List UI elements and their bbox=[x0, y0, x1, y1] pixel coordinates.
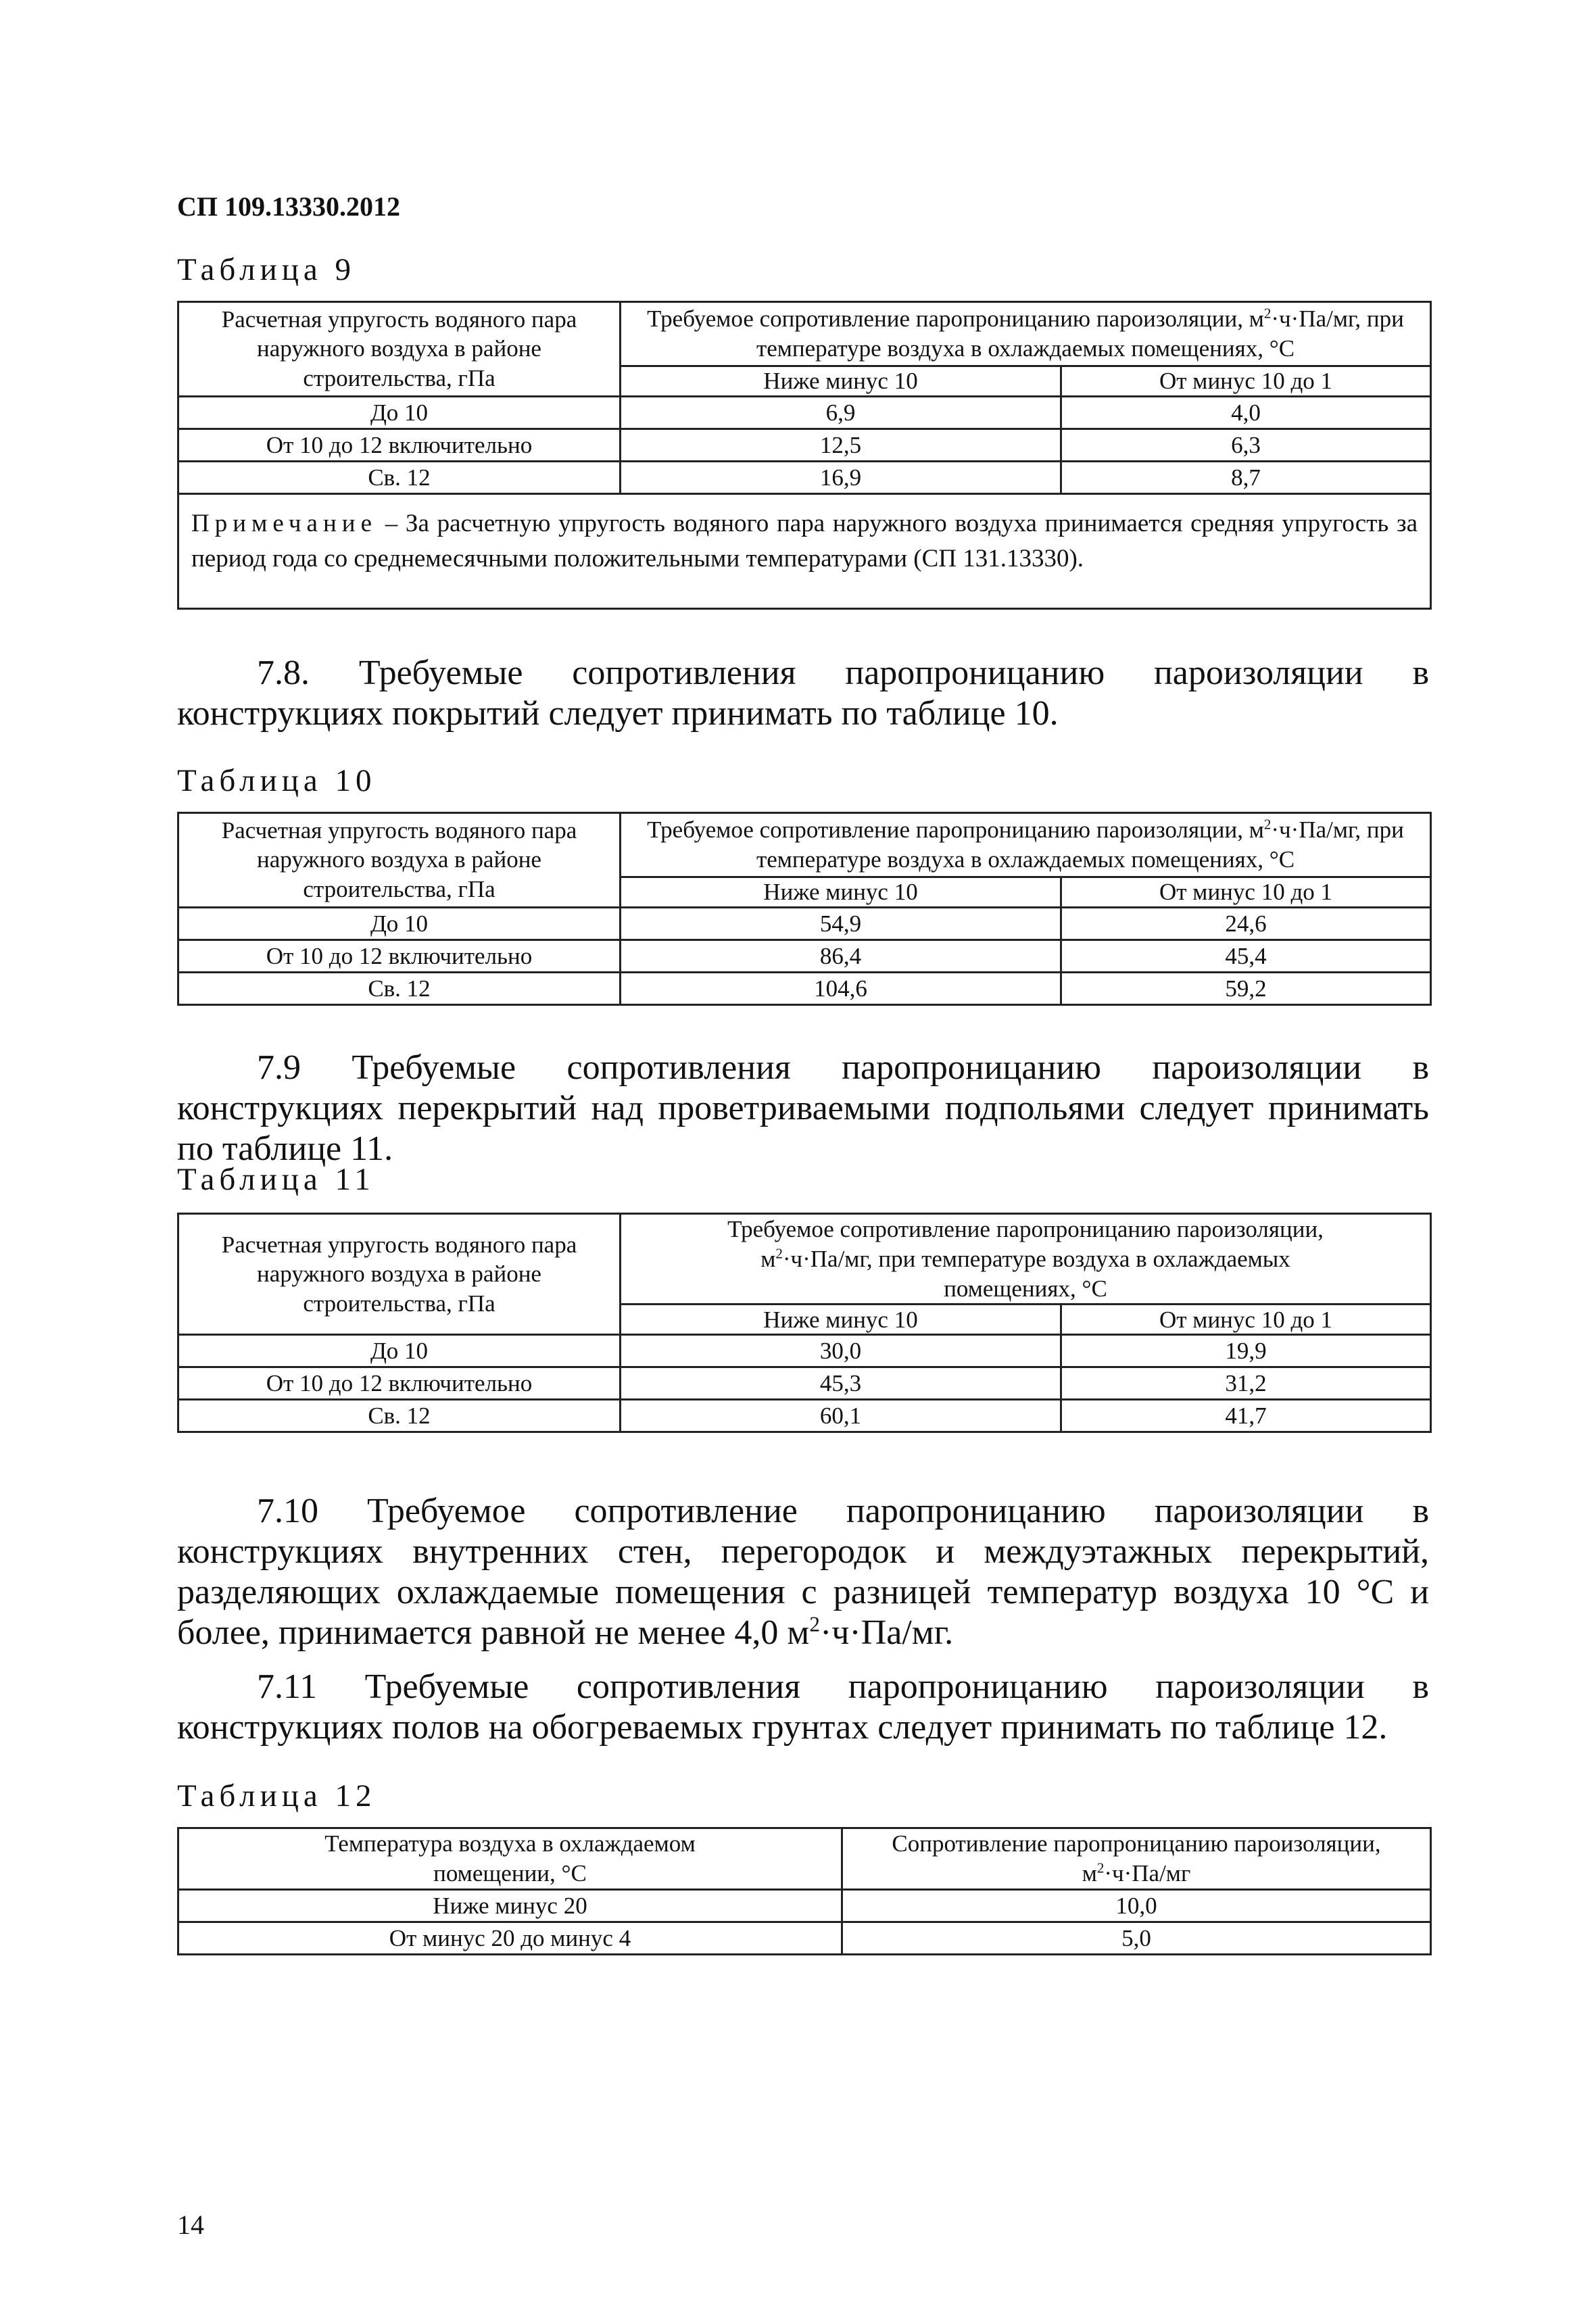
table-11-caption: Таблица 11 bbox=[177, 1162, 375, 1197]
table-row bbox=[178, 1889, 1431, 1922]
table-11 bbox=[177, 1213, 1432, 1433]
row-value: 59,2 bbox=[1061, 972, 1431, 1004]
document-code: СП 109.13330.2012 bbox=[177, 191, 400, 222]
table-11-col1-header: Расчетная упругость водяного пара наружного воздуха в районе строительства, гПа bbox=[178, 1214, 621, 1335]
table-row bbox=[178, 940, 1431, 972]
table-9-note bbox=[178, 493, 1431, 608]
row-value: 104,6 bbox=[621, 972, 1061, 1004]
row-value: 10,0 bbox=[842, 1889, 1431, 1922]
row-value: 86,4 bbox=[621, 940, 1061, 972]
paragraph-7-10: 7.10 Требуемое сопротивление паропроницанию пароизоляции в конструкциях внутренних стен, перегородок и междуэтажных перекрытий, разделяющих охлаждаемые помещения с разницей температур воздуха 10 °С и более, принимается равной не менее 4,0 $м^2\cdot ч\cdot Па/мг$. bbox=[177, 1492, 1429, 1652]
table-12-col2-header: Сопротивление паропроницанию пароизоляции, $м^2\cdot ч\cdot Па/мг$ bbox=[842, 1828, 1431, 1890]
paragraph-7-8: 7.8. Требуемые сопротивления паропроницанию пароизоляции в конструкциях покрытий следует принимать по таблице 10. bbox=[177, 654, 1429, 733]
row-label: До 10 bbox=[178, 907, 621, 940]
table-row bbox=[178, 1400, 1431, 1432]
table-9-col1-header: Расчетная упругость водяного пара наружного воздуха в районе строительства, гПа bbox=[178, 302, 621, 397]
table-12 bbox=[177, 1827, 1432, 1955]
table-12-caption: Таблица 12 bbox=[177, 1778, 377, 1813]
table-row bbox=[178, 1335, 1431, 1367]
row-value: 45,4 bbox=[1061, 940, 1431, 972]
row-label: До 10 bbox=[178, 396, 621, 429]
table-row bbox=[178, 396, 1431, 429]
row-value: 54,9 bbox=[621, 907, 1061, 940]
table-row bbox=[178, 1367, 1431, 1400]
row-label: Св. 12 bbox=[178, 461, 621, 493]
row-label: Св. 12 bbox=[178, 972, 621, 1004]
row-value: 6,9 bbox=[621, 396, 1061, 429]
table-12-col1-header: Температура воздуха в охлаждаемом помещении, °С bbox=[178, 1828, 842, 1890]
row-value: 8,7 bbox=[1061, 461, 1431, 493]
row-value: 45,3 bbox=[621, 1367, 1061, 1400]
row-value: 24,6 bbox=[1061, 907, 1431, 940]
table-row bbox=[178, 907, 1431, 940]
row-value: 5,0 bbox=[842, 1922, 1431, 1954]
row-label: От 10 до 12 включительно bbox=[178, 429, 621, 461]
table-11-subheader-below-minus-10: Ниже минус 10 bbox=[621, 1305, 1061, 1335]
table-10 bbox=[177, 812, 1432, 1006]
row-label: От 10 до 12 включительно bbox=[178, 940, 621, 972]
table-9-subheader-below-minus-10: Ниже минус 10 bbox=[621, 366, 1061, 396]
row-label: Ниже минус 20 bbox=[178, 1889, 842, 1922]
table-row bbox=[178, 461, 1431, 493]
note-text: – За расчетную упругость водяного пара наружного воздуха принимается средняя упругость за период года со среднемесячными положительными температурами (СП 131.13330). bbox=[191, 510, 1418, 572]
table-row bbox=[178, 429, 1431, 461]
row-value: 19,9 bbox=[1061, 1335, 1431, 1367]
row-label: До 10 bbox=[178, 1335, 621, 1367]
row-value: 12,5 bbox=[621, 429, 1061, 461]
paragraph-7-11: 7.11 Требуемые сопротивления паропроницанию пароизоляции в конструкциях полов на обогреваемых грунтах следует принимать по таблице 12. bbox=[177, 1667, 1429, 1747]
row-value: 16,9 bbox=[621, 461, 1061, 493]
row-label: От минус 20 до минус 4 bbox=[178, 1922, 842, 1954]
table-9-caption: Таблица 9 bbox=[177, 252, 356, 287]
row-label: Св. 12 bbox=[178, 1400, 621, 1432]
table-9-subheader-minus-10-to-1: От минус 10 до 1 bbox=[1061, 366, 1431, 396]
row-value: 41,7 bbox=[1061, 1400, 1431, 1432]
table-10-col1-header: Расчетная упругость водяного пара наружного воздуха в районе строительства, гПа bbox=[178, 813, 621, 908]
table-11-col2-header: Требуемое сопротивление паропроницанию пароизоляции, $м^2\cdot ч\cdot Па/мг$, при температуре воздуха в охлаждаемых помещениях, °С bbox=[621, 1214, 1431, 1305]
row-value: 60,1 bbox=[621, 1400, 1061, 1432]
page-number: 14 bbox=[177, 2210, 204, 2240]
row-value: 6,3 bbox=[1061, 429, 1431, 461]
table-9-col2-header: Требуемое сопротивление паропроницанию пароизоляции, $м^2\cdot ч\cdot Па/мг$, при температуре воздуха в охлаждаемых помещениях, °С bbox=[621, 302, 1431, 366]
row-label: От 10 до 12 включительно bbox=[178, 1367, 621, 1400]
row-value: 30,0 bbox=[621, 1335, 1061, 1367]
note-label: Примечание bbox=[191, 510, 377, 538]
table-9 bbox=[177, 301, 1432, 610]
table-10-subheader-minus-10-to-1: От минус 10 до 1 bbox=[1061, 877, 1431, 907]
table-row bbox=[178, 972, 1431, 1004]
paragraph-7-9: 7.9 Требуемые сопротивления паропроницанию пароизоляции в конструкциях перекрытий над проветриваемыми подпольями следует принимать по таблице 11. bbox=[177, 1048, 1429, 1168]
row-value: 4,0 bbox=[1061, 396, 1431, 429]
table-row bbox=[178, 1922, 1431, 1954]
table-10-subheader-below-minus-10: Ниже минус 10 bbox=[621, 877, 1061, 907]
table-11-subheader-minus-10-to-1: От минус 10 до 1 bbox=[1061, 1305, 1431, 1335]
table-10-col2-header: Требуемое сопротивление паропроницанию пароизоляции, $м^2\cdot ч\cdot Па/мг$, при температуре воздуха в охлаждаемых помещениях, °С bbox=[621, 813, 1431, 877]
table-10-caption: Таблица 10 bbox=[177, 763, 377, 798]
row-value: 31,2 bbox=[1061, 1367, 1431, 1400]
